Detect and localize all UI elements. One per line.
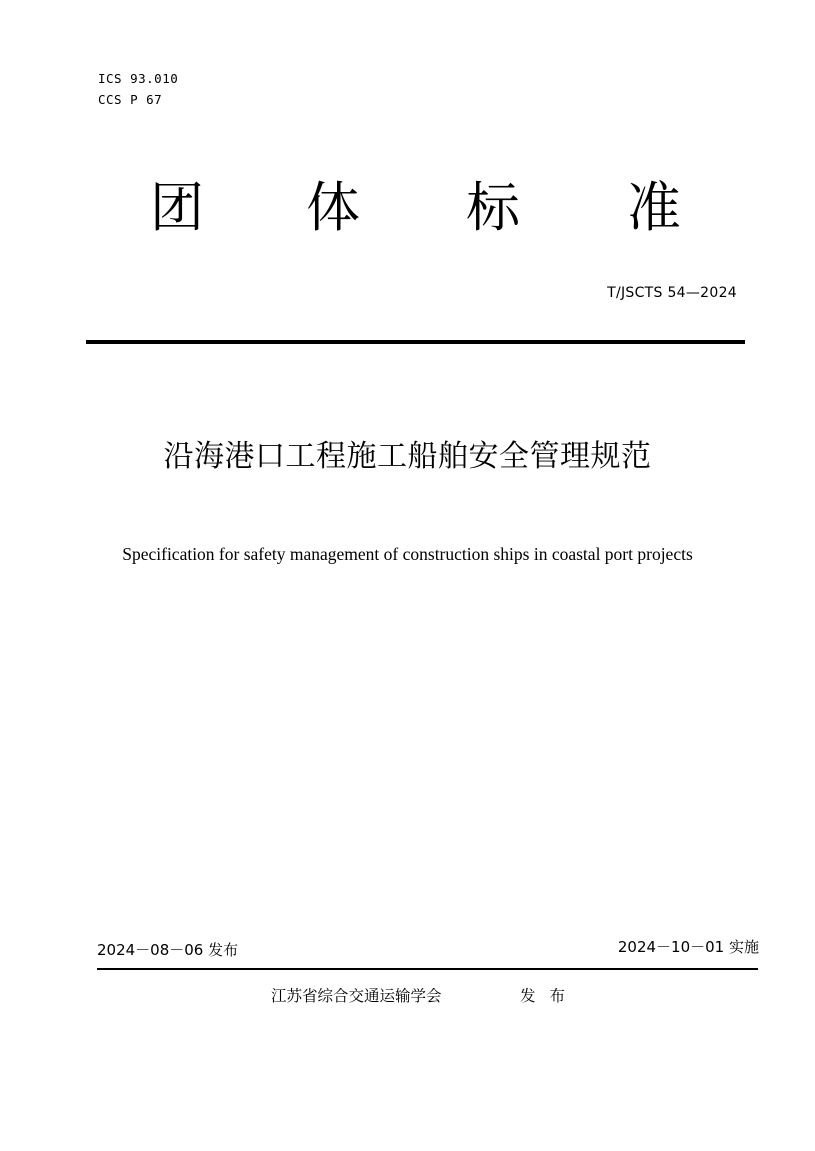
- english-title: Specification for safety management of construction ships in coastal port projects: [122, 544, 693, 564]
- ccs-code: CCS P 67: [98, 92, 163, 107]
- standard-type-char: 体: [306, 176, 360, 239]
- implementation-date: 2024－10－01 实施: [617, 938, 759, 956]
- publish-label: 发布: [520, 987, 580, 1005]
- ics-code: ICS 93.010: [98, 71, 179, 86]
- classification-codes: [98, 68, 178, 110]
- standard-number: T/JSCTS 54—2024: [607, 285, 737, 301]
- top-divider: [86, 340, 745, 344]
- chinese-title: 沿海港口工程施工船舶安全管理规范: [163, 439, 652, 474]
- standard-type-char: 准: [627, 176, 681, 239]
- standard-type-char: 团: [150, 176, 204, 239]
- issue-date: 2024－08－06 发布: [97, 941, 239, 959]
- standard-type-char: 标: [466, 176, 520, 239]
- publisher-name: 江苏省综合交通运输学会: [271, 987, 442, 1005]
- bottom-divider: [97, 968, 758, 970]
- standard-type-heading: [0, 170, 815, 246]
